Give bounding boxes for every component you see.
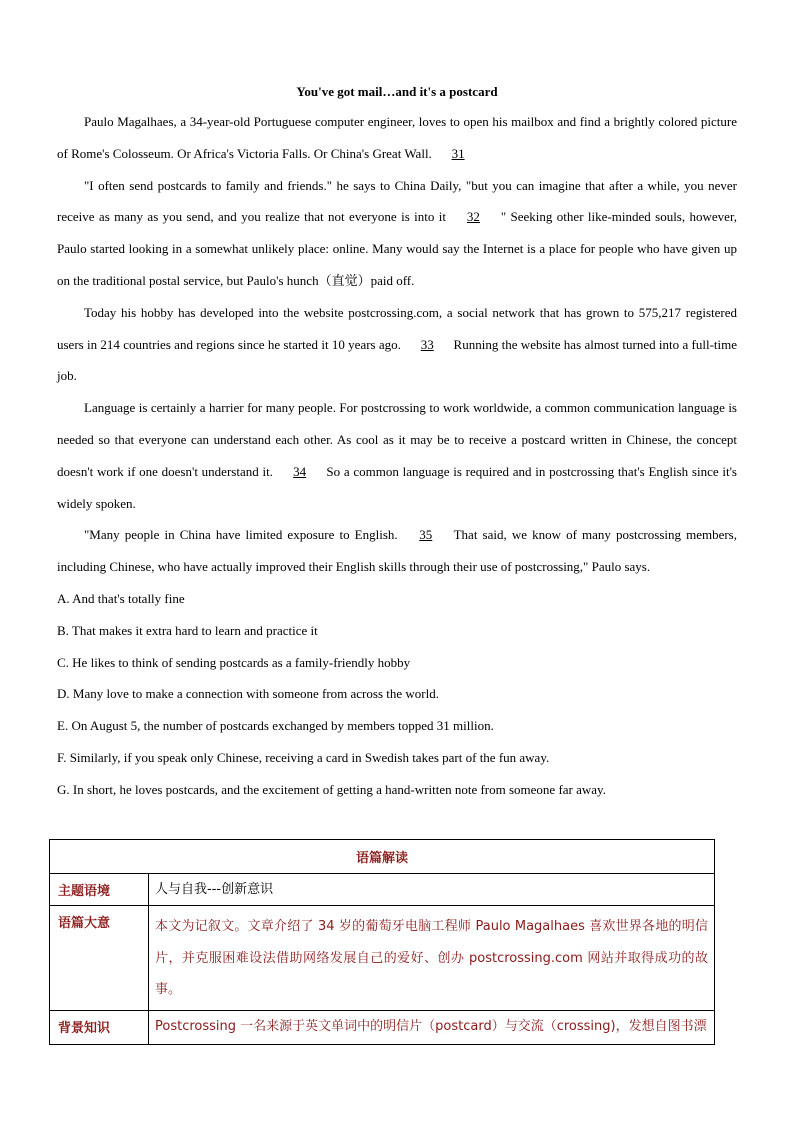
analysis-value-summary: 本文为记叙文。文章介绍了 34 岁的葡萄牙电脑工程师 Paulo Magalhaes 喜欢世界各地的明信片，并克服困难设法借助网络发展自己的爱好、创办 postcrossing.com 网站并取得成功的故事。 [149,906,715,1011]
blank-34[interactable]: 34 [293,463,307,479]
option-g[interactable]: G. In short, he loves postcards, and the excitement of getting a hand-written note from someone far away. [57,781,606,797]
option-f[interactable]: F. Similarly, if you speak only Chinese, receiving a card in Swedish takes part of the fun away. [57,749,550,765]
analysis-row-theme [50,874,715,906]
paragraph-5-before: "Many people in China have limited exposure to English. [84,527,403,543]
blank-32[interactable]: 32 [466,209,480,225]
passage-title: You've got mail…and it's a postcard [296,84,498,99]
paragraph-4-before: Language is certainly a harrier for many people. For postcrossing to work worldwide, a common communication language is needed so that everyone can understand each other. As cool as it may be to receive a postcard written in Chinese, the concept doesn't work if one doesn't understand it. [57,400,737,479]
option-e[interactable]: E. On August 5, the number of postcards exchanged by members topped 31 million. [57,718,494,734]
blank-31[interactable]: 31 [451,145,465,161]
blank-33[interactable]: 33 [420,336,434,352]
paragraph-1-text: Paulo Magalhaes, a 34-year-old Portuguese computer engineer, loves to open his mailbox and find a brightly colored picture of Rome's Colosseum. Or Africa's Victoria Falls. Or China's Great Wall. [57,114,737,161]
blank-35[interactable]: 35 [419,527,433,543]
analysis-value-theme: 人与自我---创新意识 [149,874,715,906]
paragraph-3-before: Today his hobby has developed into the website postcrossing.com, a social network that has grown to 575,217 registered users in 214 countries and regions since he started it 10 years ago. [57,304,737,352]
paragraph-5 [57,519,737,583]
analysis-table [49,839,715,1045]
analysis-label-theme: 主题语境 [50,874,149,906]
analysis-row-background [50,1010,715,1044]
paragraph-2-after: " Seeking other like-minded souls, however, Paulo started looking in a somewhat unlikely place: online. Many would say the Internet is a place for people who have given up on the traditional postal service, but Paulo's hunch（直觉）paid off. [57,209,738,288]
option-c[interactable]: C. He likes to think of sending postcards as a family-friendly hobby [57,654,411,670]
paragraph-1 [57,106,737,170]
document-page [57,76,737,806]
option-a[interactable]: A. And that's totally fine [57,590,185,606]
answer-options [57,583,737,806]
paragraph-3-after: Running the website has almost turned into a full-time job. [57,336,737,384]
paragraph-4-after: So a common language is required and in postcrossing that's English since it's widely spoken. [57,463,737,511]
analysis-value-background: Postcrossing 一名来源于英文单词中的明信片（postcard）与交流（crossing)，发想自图书漂 [149,1010,715,1044]
paragraph-2 [57,170,737,297]
analysis-header: 语篇解读 [50,840,715,874]
paragraph-3 [57,297,737,392]
option-d[interactable]: D. Many love to make a connection with someone from across the world. [57,686,439,702]
analysis-label-background: 背景知识 [50,1010,149,1044]
paragraph-2-before: "I often send postcards to family and friends." he says to China Daily, "but you can imagine that after a while, you never receive as many as you send, and you realize that not everyone is into it [57,177,737,225]
analysis-row-summary [50,906,715,1011]
paragraph-5-after: That said, we know of many postcrossing members, including Chinese, who have actually improved their English skills through their use of postcrossing," Paulo says. [57,527,737,575]
analysis-label-summary: 语篇大意 [50,906,149,1011]
option-b[interactable]: B. That makes it extra hard to learn and practice it [57,622,318,638]
paragraph-4 [57,392,737,519]
